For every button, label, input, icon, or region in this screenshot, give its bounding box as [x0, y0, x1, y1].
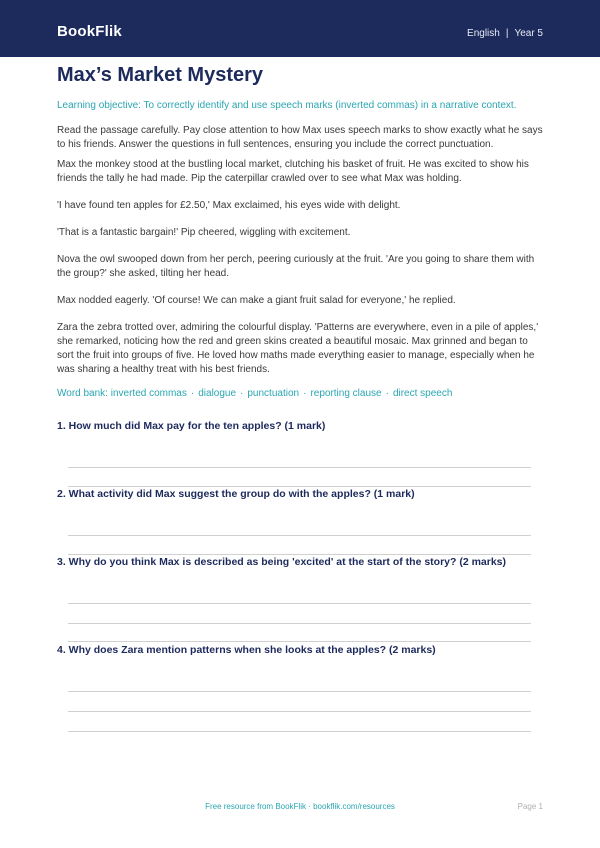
word-bank-term: dialogue	[198, 388, 237, 399]
word-bank-term: reporting clause	[310, 388, 382, 399]
answer-line-q1-2[interactable]	[68, 486, 531, 487]
story-paragraph-1: Max the monkey stood at the bustling local market, clutching his basket of fruit. He was excited to show his friends the tally he had made. Pip the caterpillar crawled over to see what Max was holding.	[57, 159, 529, 184]
page-number: Page 1	[517, 802, 543, 811]
subject-year	[467, 28, 543, 39]
story-paragraph-5: Max nodded eagerly. 'Of course! We can make a giant fruit salad for everyone,' he replied.	[57, 295, 456, 306]
word-bank-term: direct speech	[392, 388, 453, 399]
page-title: Max’s Market Mystery	[57, 64, 264, 86]
question-3: 3. Why do you think Max is described as being 'excited' at the start of the story? (2 marks)	[57, 556, 507, 568]
meta-separator: |	[505, 28, 509, 39]
answer-line-q3-3[interactable]	[68, 641, 531, 642]
question-4: 4. Why does Zara mention patterns when she looks at the apples? (2 marks)	[57, 644, 436, 656]
word-bank-label: Word bank:	[57, 388, 108, 399]
word-bank-separator: ·	[190, 388, 195, 399]
word-bank-separator: ·	[240, 388, 244, 399]
word-bank-term: inverted commas	[110, 388, 187, 399]
answer-line-q2-2[interactable]	[68, 554, 531, 555]
page-header	[0, 0, 600, 57]
story-paragraph-2: 'I have found ten apples for £2.50,' Max exclaimed, his eyes wide with delight.	[57, 200, 401, 211]
answer-line-q4-1[interactable]	[68, 691, 531, 692]
answer-line-q3-2[interactable]	[68, 623, 531, 624]
instructions-paragraph: Read the passage carefully. Pay close attention to how Max uses speech marks to show exactly what he says to his friends. Answer the questions in full sentences, ensuring you include the correct punctuation.	[57, 125, 543, 150]
question-2: 2. What activity did Max suggest the group do with the apples? (1 mark)	[57, 488, 415, 500]
answer-line-q4-2[interactable]	[68, 711, 531, 712]
subject-label: English	[467, 28, 500, 39]
word-bank-separator: ·	[303, 388, 307, 399]
story-paragraph-6: Zara the zebra trotted over, admiring the colourful display. 'Patterns are everywhere, even in a pile of apples,' she remarked, noticing how the red and green skins created a beautiful mosaic. Max grinned and began to sort the fruit into groups of five. He loved how maths made everything easier to manage, especially when he was sharing a healthy treat with his best friends.	[57, 322, 539, 375]
word-bank-term: punctuation	[247, 388, 300, 399]
answer-line-q4-3[interactable]	[68, 731, 531, 732]
answer-line-q2-1[interactable]	[68, 535, 531, 536]
learning-objective: Learning objective: To correctly identify and use speech marks (inverted commas) in a narrative context.	[57, 100, 517, 111]
answer-line-q1-1[interactable]	[68, 467, 531, 468]
answer-line-q3-1[interactable]	[68, 603, 531, 604]
story-paragraph-3: 'That is a fantastic bargain!' Pip cheered, wiggling with excitement.	[57, 227, 351, 238]
word-bank-separator: ·	[385, 388, 389, 399]
footer-credit: Free resource from BookFlik · bookflik.com/resources	[205, 802, 395, 811]
question-1: 1. How much did Max pay for the ten apples? (1 mark)	[57, 420, 326, 432]
word-bank	[57, 388, 547, 399]
year-label: Year 5	[514, 28, 543, 39]
brand-logo: BookFlik	[57, 23, 122, 40]
story-paragraph-4: Nova the owl swooped down from her perch, peering curiously at the fruit. 'Are you going to share them with the group?' she asked, tilting her head.	[57, 254, 535, 279]
